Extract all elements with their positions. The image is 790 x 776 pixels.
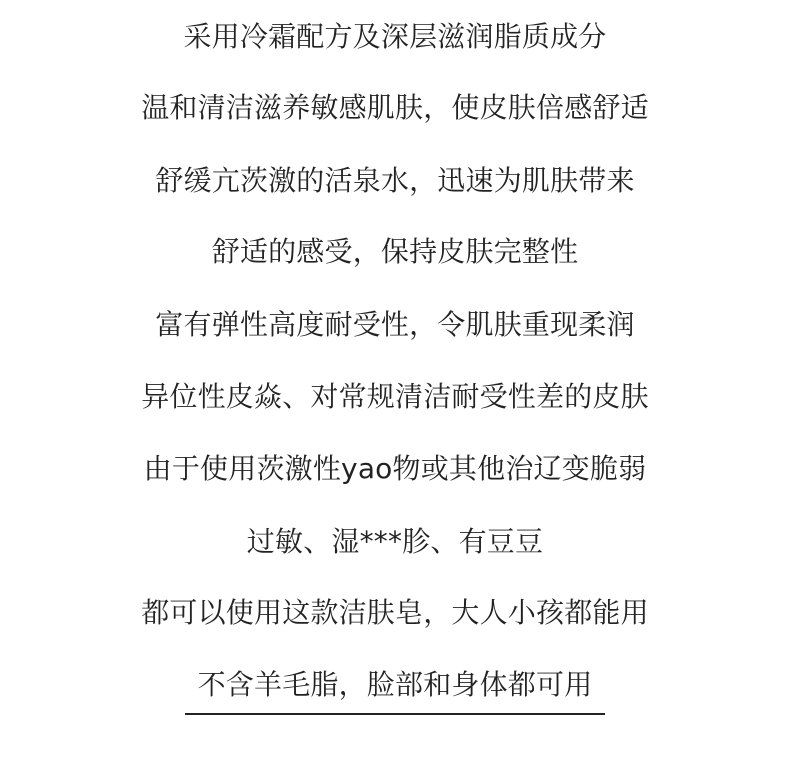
description-line-9: 都可以使用这款洁肤皂，大人小孩都能用: [141, 596, 649, 629]
description-line-3: 舒缓亢茨激的活泉水，迅速为肌肤带来: [155, 164, 635, 197]
description-line-6: 异位性皮焱、对常规清洁耐受性差的皮肤: [141, 380, 649, 413]
closing-underline: [185, 713, 605, 715]
description-line-10: 不含羊毛脂，脸部和身体都可用: [197, 668, 593, 701]
description-line-1: 采用冷霜配方及深层滋润脂质成分: [183, 20, 607, 53]
description-line-4: 舒适的感受，保持皮肤完整性: [211, 235, 579, 268]
description-line-2: 温和清洁滋养敏感肌肤，使皮肤倍感舒适: [141, 91, 649, 124]
description-line-8: 过敏、湿***胗、有豆豆: [246, 525, 544, 558]
description-line-5: 富有弹性高度耐受性，令肌肤重现柔润: [155, 308, 635, 341]
description-line-7: 由于使用茨激性yao物或其他治辽变脆弱: [143, 452, 647, 485]
